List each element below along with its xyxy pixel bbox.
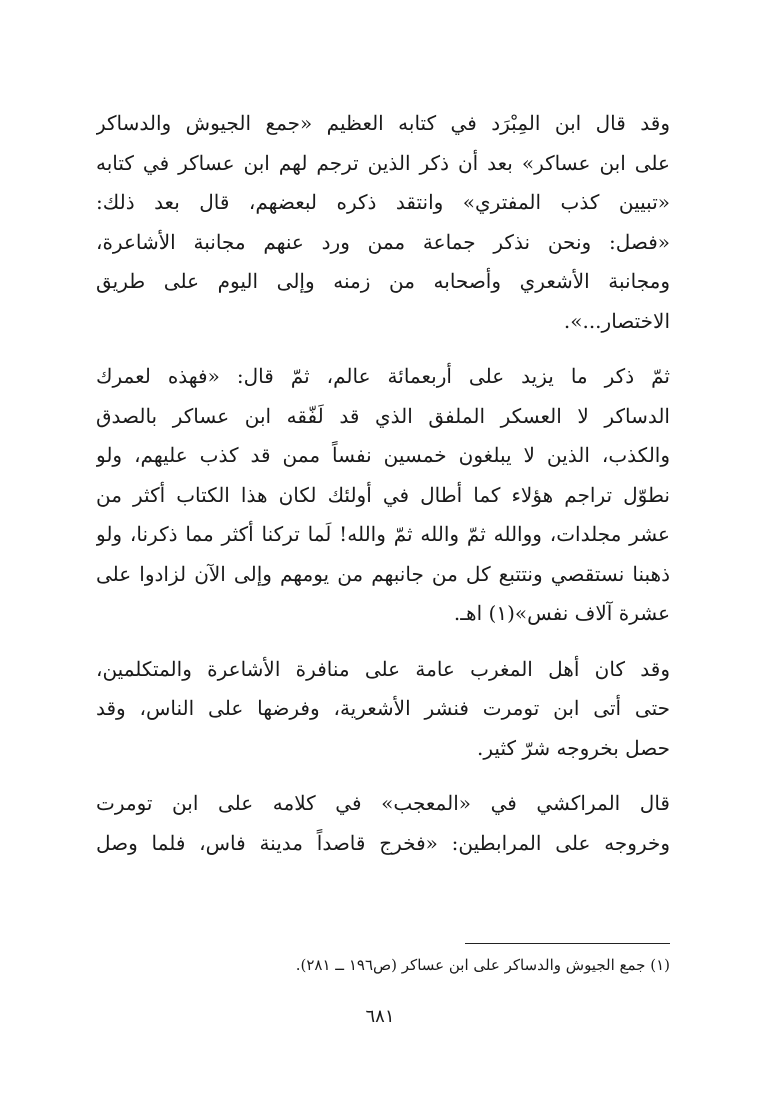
footnote: (١) جمع الجيوش والدساكر على ابن عساكر (ص١٩٦ ــ ٢٨١). [295,956,670,974]
text-line: حصل بخروجه شرّ كثير. [477,735,670,760]
text-line: قال المراكشي في «المعجب» في كلامه على ابن تومرت [96,791,670,815]
text-line: والكذب، الذين لا يبلغون خمسين نفساً ممن قد كذب عليهم، ولو [96,443,670,467]
text-line: عشر مجلدات، ووالله ثمّ والله ثمّ والله! لَما تركنا أكثر مما ذكرنا، ولو [96,522,670,546]
text-line: وقد قال ابن المِبْرَد في كتابه العظيم «جمع الجيوش والدساكر [96,111,670,135]
text-line: وقد كان أهل المغرب عامة على منافرة الأشاعرة والمتكلمين، [96,656,670,681]
paragraph-3 [96,650,670,769]
paragraph-2 [96,357,670,634]
footnote-divider [465,943,670,944]
text-line: «فصل: ونحن نذكر جماعة ممن ورد عنهم مجانبة الأشاعرة، [96,229,670,254]
main-text [96,104,670,863]
paragraph-1 [96,104,670,341]
text-line: الاختصار...». [563,308,670,333]
text-line: «تبيين كذب المفتري» وانتقد ذكره لبعضهم، قال بعد ذلك: [96,190,670,214]
text-line: وخروجه على المرابطين: «فخرج قاصداً مدينة فاس، فلما وصل [96,830,670,855]
text-line: على ابن عساكر» بعد أن ذكر الذين ترجم لهم ابن عساكر في كتابه [96,150,670,175]
text-line: ذهبنا نستقصي ونتتبع كل من جانبهم من يومهم وإلى الآن لزادوا على [96,561,670,586]
page-number: ٦٨١ [365,1006,395,1027]
text-line: عشرة آلاف نفس»(١) اهـ. [453,601,670,625]
text-line: ومجانبة الأشعري وأصحابه من زمنه وإلى اليوم على طريق [96,269,670,293]
paragraph-4 [96,784,670,863]
text-line: الدساكر لا العسكر الملفق الذي قد لَفّقه ابن عساكر بالصدق [96,403,670,428]
text-line: ثمّ ذكر ما يزيد على أربعمائة عالم، ثمّ قال: «فهذه لعمرك [96,364,670,388]
text-line: نطوّل تراجم هؤلاء كما أطال في أولئك لكان هذا الكتاب أكثر من [96,482,670,507]
text-line: حتى أتى ابن تومرت فنشر الأشعرية، وفرضها على الناس، وقد [96,696,670,720]
